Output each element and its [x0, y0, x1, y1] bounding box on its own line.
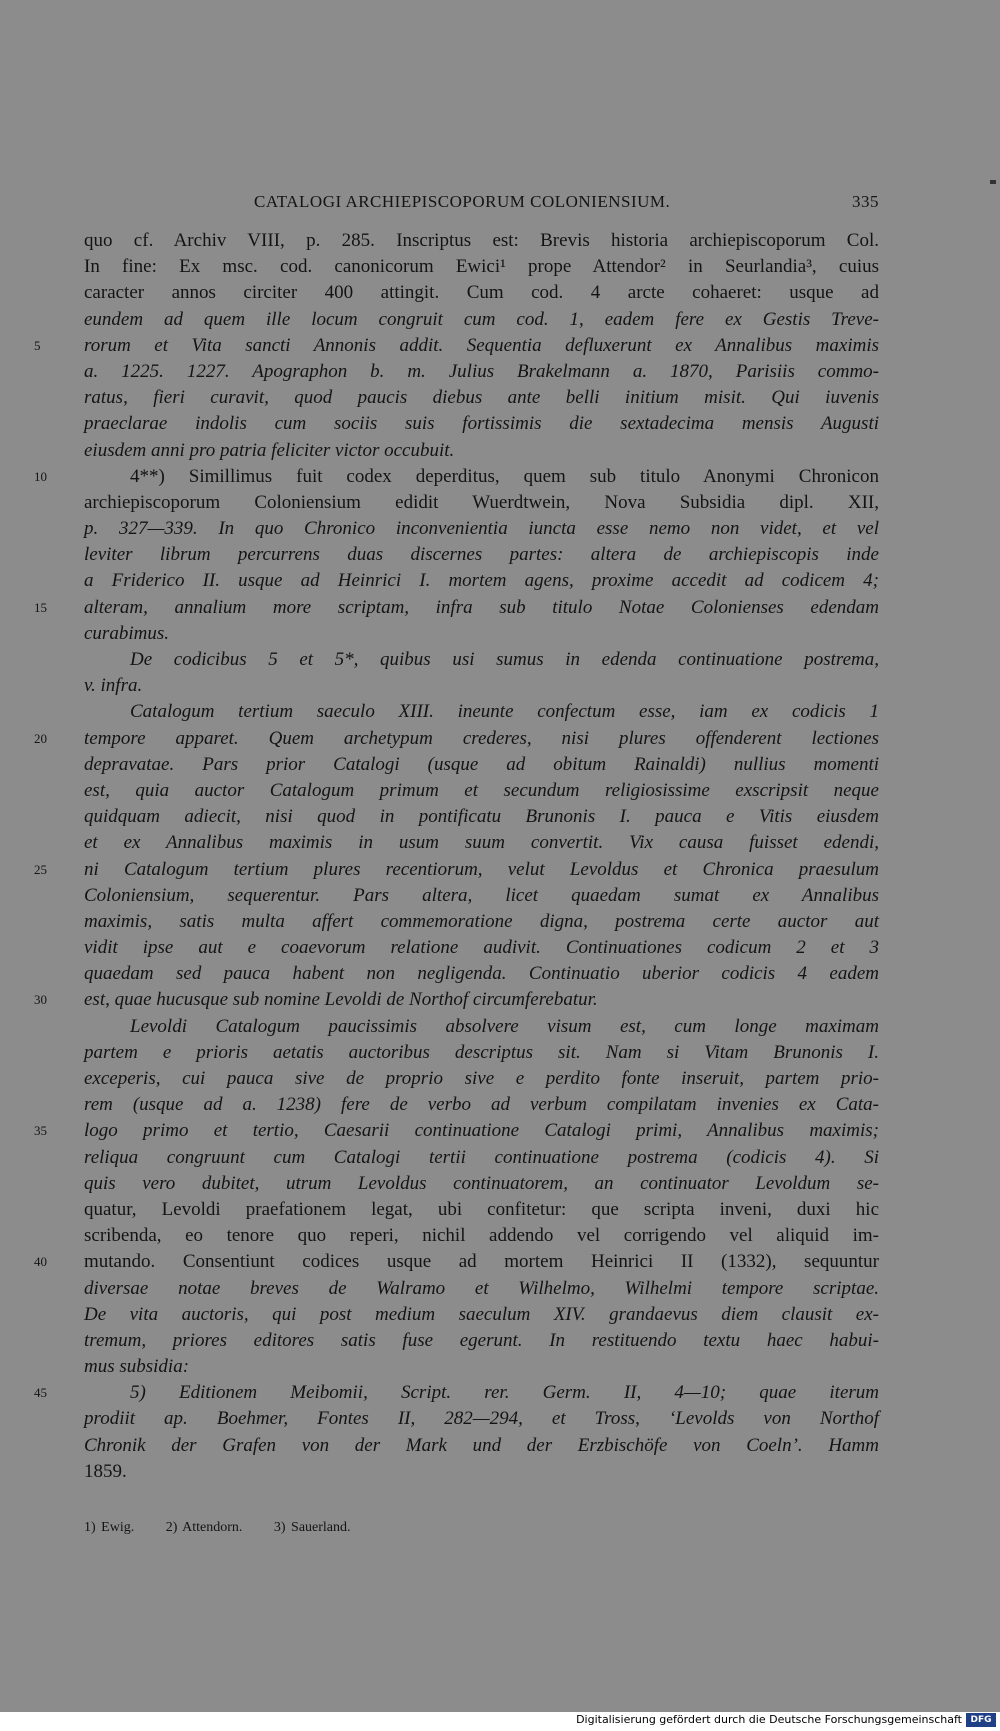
- text-line: reliqua congruunt cum Catalogi tertii continuatione postrema (codicis 4). Si: [84, 1146, 879, 1168]
- text-line: quaedam sed pauca habent non negligenda. Continuatio uberior codicis 4 eadem: [84, 963, 879, 985]
- dfg-logo: DFG: [966, 1713, 996, 1727]
- line-number: 5: [34, 337, 41, 353]
- line-number: 40: [34, 1254, 47, 1270]
- text-line: Chronik der Grafen von der Mark und der Erzbischöfe von Coeln’. Hamm: [84, 1434, 879, 1456]
- text-line: maximis, satis multa affert commemoratione digna, postrema certe auctor aut: [84, 910, 879, 932]
- text-line: v. infra.: [84, 675, 143, 697]
- text-line: est, quia auctor Catalogum primum et secundum religiosissime exscripsit neque: [84, 779, 879, 801]
- text-line: logo primo et tertio, Caesarii continuatione Catalogi primi, Annalibus maximis; 35: [84, 1118, 879, 1144]
- line-number: 15: [34, 599, 47, 615]
- text-line: diversae notae breves de Walramo et Wilhelmo, Wilhelmi tempore scriptae.: [84, 1277, 879, 1299]
- line-number: 35: [34, 1123, 47, 1139]
- text-line: tremum, priores editores satis fuse egerunt. In restituendo textu haec habui-: [84, 1329, 879, 1351]
- page-number: 335: [852, 192, 879, 211]
- line-number: 30: [34, 992, 47, 1008]
- footnote-2: 2) Attendorn.: [165, 1520, 243, 1535]
- text-line: Levoldi Catalogum paucissimis absolvere visum est, cum longe maximam: [130, 1015, 879, 1037]
- text-line: 1859.: [84, 1460, 127, 1482]
- text-line: In fine: Ex msc. cod. canonicorum Ewici¹ prope Attendor² in Seurlandia³, cuius: [84, 256, 879, 278]
- text-line: eiusdem anni pro patria feliciter victor occubuit.: [84, 439, 455, 461]
- text-line: tempore apparet. Quem archetypum crederes, nisi plures offenderent lectiones 20: [84, 726, 879, 752]
- text-line: caracter annos circiter 400 attingit. Cum cod. 4 arcte cohaeret: usque ad: [84, 282, 879, 304]
- footnote-3: 3) Sauerland.: [273, 1520, 351, 1535]
- text-line: depravatae. Pars prior Catalogi (usque ad obitum Rainaldi) nullius momenti: [84, 753, 879, 775]
- footnotes: [84, 1520, 377, 1536]
- text-line: praeclarae indolis cum sociis suis fortissimis die sextadecima mensis Augusti: [84, 413, 879, 435]
- text-line: prodiit ap. Boehmer, Fontes II, 282—294, et Tross, ‘Levolds von Northof: [84, 1408, 879, 1430]
- text-line: scribenda, eo tenore quo reperi, nichil addendo vel corrigendo vel aliquid im-: [84, 1225, 879, 1247]
- text-line: et ex Annalibus maximis in usum suum convertit. Vix causa fuisset edendi,: [84, 832, 879, 854]
- running-header: [84, 190, 879, 216]
- text-line: 5) Editionem Meibomii, Script. rer. Germ. II, 4—10; quae iterum 45: [84, 1380, 879, 1406]
- text-line: vidit ipse aut e coaevorum relatione audivit. Continuationes codicum 2 et 3: [84, 937, 879, 959]
- text-line: De codicibus 5 et 5*, quibus usi sumus in edenda continuatione postrema,: [130, 649, 879, 670]
- text-line: quatur, Levoldi praefationem legat, ubi confitetur: que scripta inveni, duxi hic: [84, 1198, 879, 1220]
- text-line: quo cf. Archiv VIII, p. 285. Inscriptus est: Brevis historia archiepiscoporum Col.: [84, 230, 879, 251]
- text-line: ni Catalogum tertium plures recentiorum, velut Levoldus et Chronica praesulum 25: [84, 857, 879, 883]
- text-line: curabimus.: [84, 622, 169, 644]
- text-line: rem (usque ad a. 1238) fere de verbo ad verbum compilatam invenies ex Cata-: [84, 1094, 879, 1116]
- text-line: leviter librum percurrens duas discernes partes: altera de archiepiscopis inde: [84, 544, 879, 566]
- text-line: eundem ad quem ille locum congruit cum cod. 1, eadem fere ex Gestis Treve-: [84, 308, 879, 330]
- text-line: a. 1225. 1227. Apographon b. m. Julius Brakelmann a. 1870, Parisiis commo-: [84, 360, 879, 382]
- text-line: De vita auctoris, qui post medium saeculum XIV. grandaevus diem clausit ex-: [84, 1303, 879, 1325]
- text-line: archiepiscoporum Coloniensium edidit Wuerdtwein, Nova Subsidia dipl. XII,: [84, 491, 879, 513]
- text-line: 4**) Simillimus fuit codex deperditus, quem sub titulo Anonymi Chronicon 10: [84, 464, 879, 490]
- line-number: 20: [34, 730, 47, 746]
- text-line: alteram, annalium more scriptam, infra sub titulo Notae Colonienses edendam 15: [84, 595, 879, 621]
- scan-edge-mark: [990, 180, 996, 184]
- text-line: Catalogum tertium saeculo XIII. ineunte confectum esse, iam ex codicis 1: [130, 701, 879, 723]
- text-line: exceperis, cui pauca sive de proprio sive e perdito fonte inseruit, partem prio-: [84, 1068, 879, 1089]
- line-number: 10: [34, 468, 47, 484]
- line-number: 25: [34, 861, 47, 877]
- text-line: mutando. Consentiunt codices usque ad mortem Heinrici II (1332), sequuntur 40: [84, 1249, 879, 1275]
- text-line: quis vero dubitet, utrum Levoldus continuatorem, an continuator Levoldum se-: [84, 1172, 879, 1194]
- text-line: p. 327—339. In quo Chronico inconvenientia iuncta esse nemo non videt, et vel: [84, 518, 879, 540]
- digitization-credit: Digitalisierung gefördert durch die Deutsche Forschungsgemeinschaft: [576, 1713, 962, 1726]
- text-line: est, quae hucusque sub nomine Levoldi de Northof circumferebatur. 30: [84, 987, 879, 1013]
- text-line: quidquam adiecit, nisi quod in pontificatu Brunonis I. pauca e Vitis eiusdem: [84, 806, 879, 828]
- header-title: CATALOGI ARCHIEPISCOPORUM COLONIENSIUM.: [254, 192, 671, 211]
- text-line: mus subsidia:: [84, 1356, 190, 1378]
- text-line: a Friderico II. usque ad Heinrici I. mortem agens, proxime accedit ad codicem 4;: [84, 570, 879, 592]
- text-line: ratus, fieri curavit, quod paucis diebus ante belli initium misit. Qui iuvenis: [84, 387, 879, 409]
- body-text: [34, 228, 879, 1485]
- footnote-1: 1) Ewig.: [84, 1520, 135, 1535]
- text-line: partem e prioris aetatis auctoribus descriptus sit. Nam si Vitam Brunonis I.: [84, 1041, 879, 1063]
- text-line: Coloniensium, sequerentur. Pars altera, licet quaedam sumat ex Annalibus: [84, 884, 879, 906]
- text-line: rorum et Vita sancti Annonis addit. Sequentia defluxerunt ex Annalibus maximis 5: [84, 333, 879, 359]
- line-number: 45: [34, 1385, 47, 1401]
